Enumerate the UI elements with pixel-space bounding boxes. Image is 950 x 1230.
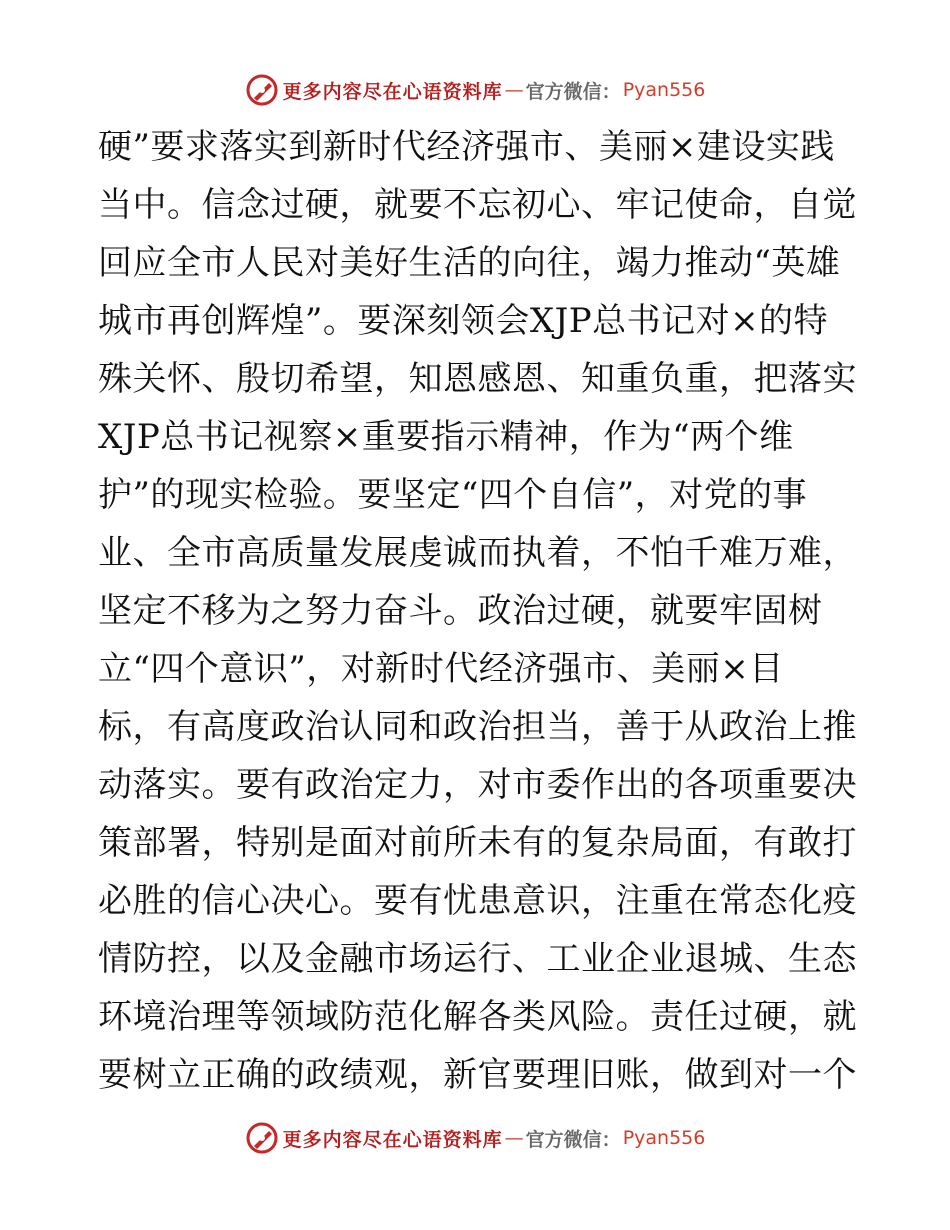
body-line: 标，有高度政治认同和政治担当，善于从政治上推 [98,707,857,747]
banner-label: 更多内容尽在心语资料库 [282,1128,503,1151]
header-banner [0,70,950,110]
body-line: 城市再创辉煌”。要深刻领会XJP总书记对×的特 [98,301,829,341]
banner-wechat-id: Pyan556 [622,79,706,101]
pen-logo-icon [245,1121,279,1155]
body-line: 业、全市高质量发展虔诚而执着，不怕千难万难， [98,533,857,573]
footer-banner [0,1118,950,1158]
pen-logo-icon [245,73,279,107]
banner-dash: — [504,1127,524,1149]
body-line: 必胜的信心决心。要有忧患意识，注重在常态化疫 [98,881,857,921]
body-line: 硬”要求落实到新时代经济强市、美丽×建设实践 [98,127,835,167]
banner-dash: — [504,79,524,101]
body-line: 立“四个意识”，对新时代经济强市、美丽×目 [98,649,784,689]
body-line: 动落实。要有政治定力，对市委作出的各项重要决 [98,765,857,805]
body-line: 坚定不移为之努力奋斗。政治过硬，就要牢固树 [98,591,823,631]
body-line: 策部署，特别是面对前所未有的复杂局面，有敢打 [98,823,857,863]
body-line: 当中。信念过硬，就要不忘初心、牢记使命，自觉 [98,185,857,225]
body-line: 护”的现实检验。要坚定“四个自信”，对党的事 [98,475,808,515]
body-line: 环境治理等领域防范化解各类风险。责任过硬，就 [98,997,857,1037]
document-body [98,125,858,1111]
body-line: 回应全市人民对美好生活的向往，竭力推动“英雄 [98,243,841,283]
body-line: 情防控，以及金融市场运行、工业企业退城、生态 [98,939,857,979]
body-line: XJP总书记视察×重要指示精神，作为“两个维 [98,417,794,457]
body-line: 要树立正确的政绩观，新官要理旧账，做到对一个 [98,1055,857,1095]
body-line: 殊关怀、殷切希望，知恩感恩、知重负重，把落实 [98,359,857,399]
banner-wechat-id: Pyan556 [622,1127,706,1149]
banner-official-label: 官方微信： [525,80,621,103]
banner-label: 更多内容尽在心语资料库 [282,80,503,103]
banner-official-label: 官方微信： [525,1128,621,1151]
